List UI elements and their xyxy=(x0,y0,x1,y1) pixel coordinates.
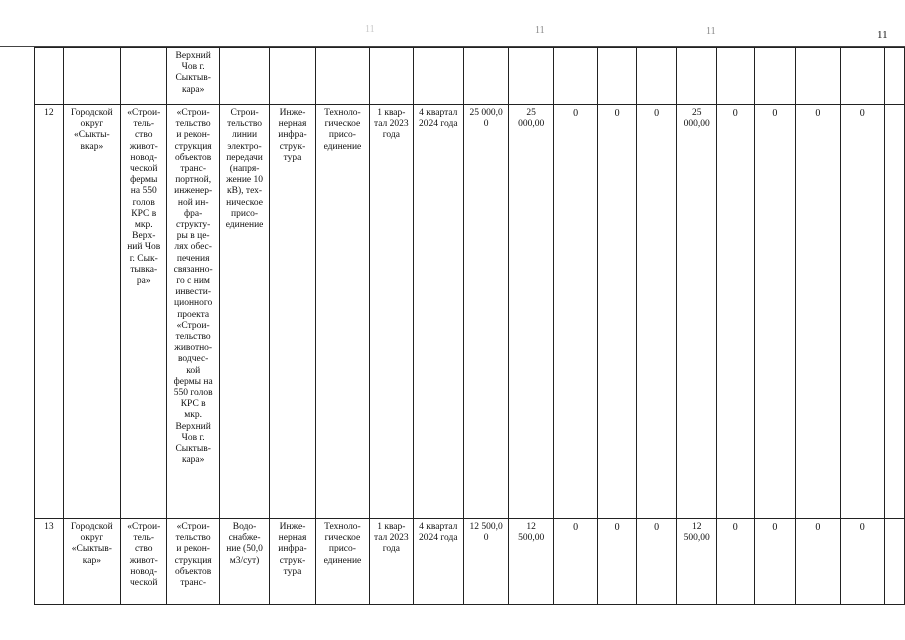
table-cell xyxy=(754,48,796,105)
table-cell xyxy=(219,48,269,105)
table-cell xyxy=(885,105,905,519)
table-cell: 25 000,00 xyxy=(509,105,553,519)
table-cell: 0 xyxy=(553,105,597,519)
table-cell: 0 xyxy=(636,519,677,605)
table-cell: 4 квартал 2024 года xyxy=(413,519,463,605)
table-cell: 25 000,0 0 xyxy=(463,105,508,519)
table-cell: «Строи- тель- ство живот- новод- ческой фермы на 550 голов КРС в мкр. Верх- ний Чов г. Сык- тывка- ра» xyxy=(121,105,167,519)
table-cell: 0 xyxy=(796,105,840,519)
table-cell: 13 xyxy=(35,519,64,605)
page-number-faint: 11 xyxy=(365,24,375,35)
table-cell: Верхний Чов г. Сыктыв- кара» xyxy=(167,48,219,105)
table-cell xyxy=(509,48,553,105)
table-cell: 12 xyxy=(35,105,64,519)
table-cell: «Строи- тельство и рекон- струкция объектов транс- xyxy=(167,519,219,605)
table-cell xyxy=(553,48,597,105)
page-number-right: 11 xyxy=(706,26,716,37)
investment-table xyxy=(34,47,905,605)
table-cell: 0 xyxy=(754,519,796,605)
table-cell: Водо- снабже- ние (50,0 м3/сут) xyxy=(219,519,269,605)
table-cell: Инже- нерная инфра- струк- тура xyxy=(270,105,315,519)
table-cell: 0 xyxy=(716,519,754,605)
table-cell: 12 500,0 0 xyxy=(463,519,508,605)
table-cell: 0 xyxy=(598,105,637,519)
table-cell: 0 xyxy=(796,519,840,605)
table-cell xyxy=(840,48,884,105)
table-cell xyxy=(636,48,677,105)
table-row xyxy=(35,48,905,105)
table-cell xyxy=(885,519,905,605)
table-cell: 12 500,00 xyxy=(509,519,553,605)
table-cell: 0 xyxy=(598,519,637,605)
table-cell xyxy=(463,48,508,105)
table-cell xyxy=(63,48,120,105)
table-cell: 1 квар- тал 2023 года xyxy=(370,519,413,605)
table-body xyxy=(35,48,905,605)
table-row xyxy=(35,519,905,605)
table-cell: 0 xyxy=(840,519,884,605)
table-cell: 4 квартал 2024 года xyxy=(413,105,463,519)
page-number-edge: 11 xyxy=(877,29,888,41)
table-cell xyxy=(315,48,369,105)
table-cell xyxy=(716,48,754,105)
table-cell xyxy=(121,48,167,105)
table-cell: 1 квар- тал 2023 года xyxy=(370,105,413,519)
table-cell: Городской округ «Сыкты- вкар» xyxy=(63,105,120,519)
table-cell: 0 xyxy=(716,105,754,519)
table-cell: Инже- нерная инфра- струк- тура xyxy=(270,519,315,605)
table-cell: «Строи- тельство и рекон- струкция объектов транс- портной, инженер- ной ин- фра- структу- ры в це- лях обес- печения связанно- го с ним инвести- ционного проекта «Строи- тельство животно- водчес- кой фермы на 550 голов КРС в мкр. Верхний Чов г. Сыктыв- кара» xyxy=(167,105,219,519)
table-cell xyxy=(796,48,840,105)
table-cell xyxy=(677,48,717,105)
table-cell xyxy=(598,48,637,105)
table-cell: 0 xyxy=(754,105,796,519)
table-cell: Строи- тельство линии электро- передачи (напря- жение 10 кВ), тех- ническое присо- единение xyxy=(219,105,269,519)
table-cell: Техноло- гическое присо- единение xyxy=(315,519,369,605)
table-cell: 12 500,00 xyxy=(677,519,717,605)
table-row xyxy=(35,105,905,519)
table-cell: 0 xyxy=(553,519,597,605)
table-cell xyxy=(370,48,413,105)
table-cell xyxy=(270,48,315,105)
table-cell: 25 000,00 xyxy=(677,105,717,519)
table-cell xyxy=(413,48,463,105)
table-cell xyxy=(885,48,905,105)
table-cell: Городской округ «Сыктыв- кар» xyxy=(63,519,120,605)
table-cell: 0 xyxy=(840,105,884,519)
table-cell: 0 xyxy=(636,105,677,519)
page-number-mid: 11 xyxy=(535,25,545,36)
table-cell: Техноло- гическое присо- единение xyxy=(315,105,369,519)
table-cell xyxy=(35,48,64,105)
table-cell: «Строи- тель- ство живот- новод- ческой xyxy=(121,519,167,605)
